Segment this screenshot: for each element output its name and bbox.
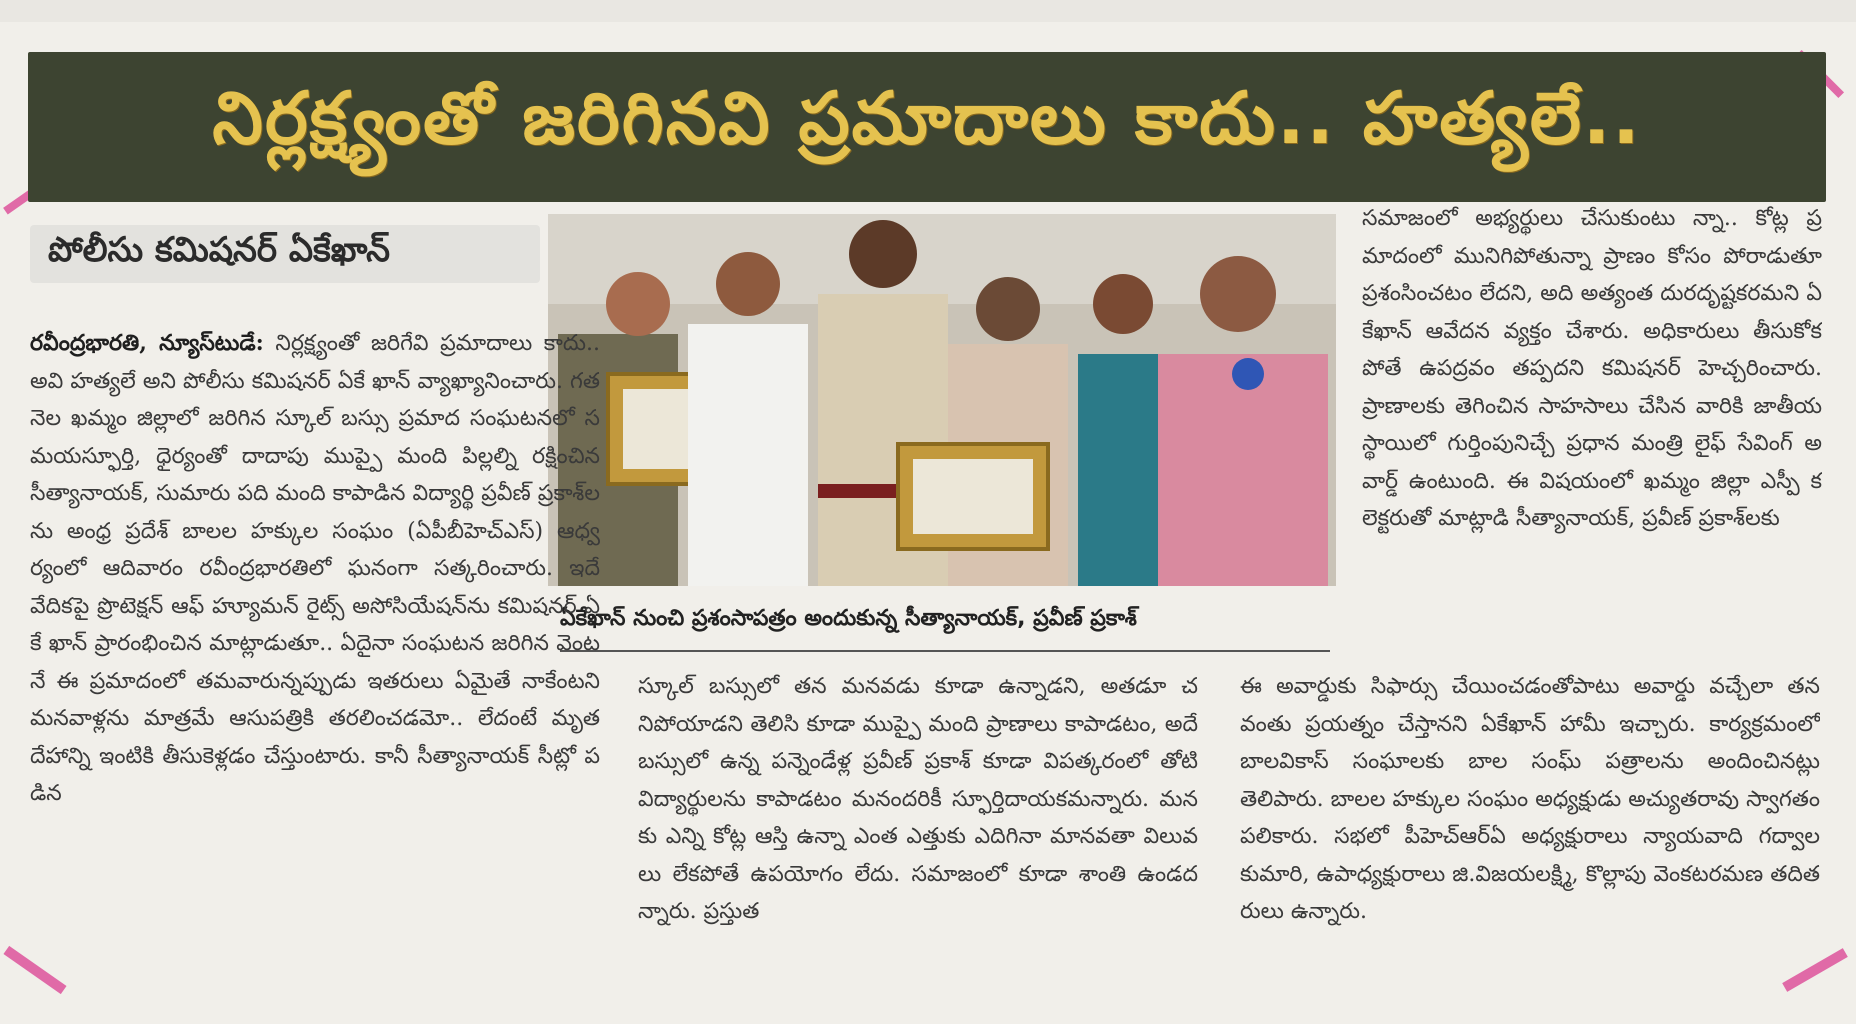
byline: రవీంద్రభారతి, న్యూస్‌టుడే: [30,330,264,356]
article-text: ఈ అవార్డుకు సిఫార్సు చేయించడంతోపాటు అవార్డు వచ్చేలా తనవంతు ప్రయత్నం చేస్తానని ఏకేఖాన్ హామీ ఇచ్చారు. కార్యక్రమంలో బాలవికాస్ సంఘాలకు బాల సంఘ్ పత్రాలను అందించినట్లు తెలిపారు. బాలల హక్కుల సంఘం అధ్యక్షుడు అచ్యుతరావు స్వాగతం పలికారు. సభలో పీహెచ్ఆర్ఏ అధ్యక్షురాలు న్యాయవాది గద్వాలకుమారి, ఉపాధ్యక్షురాలు జి.విజయలక్ష్మి, కొల్లాపు వెంకటరమణ తదితరులు ఉన్నారు. [1240,674,1820,924]
article-text: సమాజంలో అభ్యర్థులు చేసుకుంటు న్నా.. కోట్ల ప్రమాదంలో మునిగిపోతున్నా ప్రాణం కోసం పోరాడుతూ ప్రశంసించటం లేదని, అది అత్యంత దురదృష్టకరమని ఏకేఖాన్ ఆవేదన వ్యక్తం చేశారు. అధికారులు తీసుకోకపోతే ఉపద్రవం తప్పదని కమిషనర్ హెచ్చరించారు. ప్రాణాలకు తెగించిన సాహసాలు చేసిన వారికి జాతీయస్థాయిలో గుర్తింపునిచ్చే ప్రధాన మంత్రి లైఫ్ సేవింగ్ అవార్డ్ ఉంటుంది. ఈ విషయంలో ఖమ్మం జిల్లా ఎస్పీ కలెక్టరుతో మాట్లాడి సీత్యానాయక్, ప్రవీణ్ ప్రకాశ్‌లకు [1362,206,1822,531]
photo-caption: ఏకేఖాన్ నుంచి ప్రశంసాపత్రం అందుకున్న సీత్యానాయక్, ప్రవీణ్ ప్రకాశ్ [560,606,1137,631]
article-text: నిర్లక్ష్యంతో జరిగేవి ప్రమాదాలు కాదు.. అవి హత్యలే అని పోలీసు కమిషనర్ ఏకే ఖాన్ వ్యాఖ్యానించారు. గత నెల ఖమ్మం జిల్లాలో జరిగిన స్కూల్ బస్సు ప్రమాద సంఘటనలో సమయస్ఫూర్తి, ధైర్యంతో దాదాపు ముప్పై మంది పిల్లల్ని రక్షించిన సీత్యానాయక్, సుమారు పది మంది కాపాడిన విద్యార్థి ప్రవీణ్ ప్రకాశ్‌లను అంధ్ర ప్రదేశ్ బాలల హక్కుల సంఘం (ఏపీబీహెచ్ఎస్) ఆధ్వర్యంలో ఆదివారం రవీంద్రభారతిలో ఘనంగా సత్కరించారు. ఇదే వేదికపై ప్రొటెక్షన్ ఆఫ్ హ్యూమన్ రైట్స్ అసోసియేషన్‌ను కమిషనర్ ఏకే ఖాన్ ప్రారంభించిన మాట్లాడుతూ.. ఏదైనా సంఘటన జరిగిన వెంటనే ఈ ప్రమాదంలో తమవారున్నప్పుడు ఇతరులు ఏమైతే నాకేంటని మనవాళ్లను మాత్రమే ఆసుపత్రికి తరలించడమో.. లేదంటే మృతదేహాన్ని ఇంటికి తీసుకెళ్లడం చేస్తుంటారు. కానీ సీత్యానాయక్ సీట్లో పడిన [30,331,600,806]
headline-banner [28,52,1826,202]
article-column-3 [1240,668,1820,988]
top-margin [0,0,1856,22]
article-column-1 [30,325,600,985]
headline: నిర్లక్ష్యంతో జరిగినవి ప్రమాదాలు కాదు.. హత్యలే.. [212,76,1642,160]
article-text: స్కూల్ బస్సులో తన మనవడు కూడా ఉన్నాడని, అతడూ చనిపోయాడని తెలిసి కూడా ముప్పై మంది ప్రాణాలు కాపాడటం, అదే బస్సులో ఉన్న పన్నెండేళ్ల ప్రవీణ్ ప్రకాశ్ కూడా విపత్కరంలో తోటి విద్యార్థులను కాపాడటం మనందరికీ స్ఫూర్తిదాయకమన్నారు. మనకు ఎన్ని కోట్ల ఆస్తి ఉన్నా ఎంత ఎత్తుకు ఎదిగినా మానవతా విలువలు లేకపోతే ఉపయోగం లేదు. సమాజంలో కూడా శాంతి ఉండదన్నారు. ప్రస్తుత [638,674,1198,924]
caption-divider [560,650,1330,652]
article-column-right-top [1362,200,1822,660]
article-column-2 [638,668,1198,988]
award-photo-illustration [548,214,1336,586]
award-photo [548,214,1336,586]
subheadline: పోలీసు కమిషనర్ ఏకేఖాన్ [30,225,540,283]
